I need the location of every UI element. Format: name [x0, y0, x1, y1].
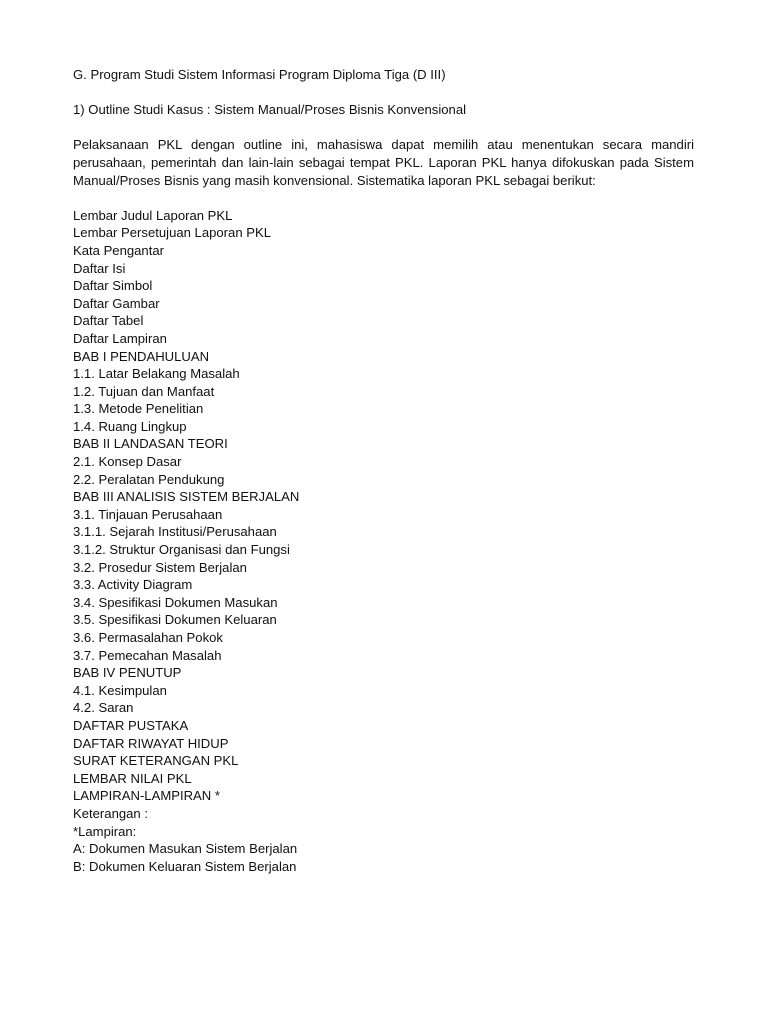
outline-item: 2.2. Peralatan Pendukung [73, 471, 225, 487]
outline-chapter-heading: BAB IV PENUTUP [73, 665, 182, 681]
outline-item: 1.2. Tujuan dan Manfaat [73, 383, 215, 399]
outline-item: Daftar Isi [73, 260, 126, 276]
outline-item: 4.2. Saran [73, 700, 134, 716]
outline-note: Keterangan : [73, 805, 148, 821]
document-subtitle: 1) Outline Studi Kasus : Sistem Manual/Proses Bisnis Konvensional [73, 102, 467, 118]
outline-item: 3.3. Activity Diagram [73, 577, 193, 593]
outline-note: B: Dokumen Keluaran Sistem Berjalan [73, 858, 297, 874]
outline-item: 3.1.1. Sejarah Institusi/Perusahaan [73, 524, 277, 540]
outline-item: Lembar Persetujuan Laporan PKL [73, 225, 271, 241]
document-page [73, 66, 694, 875]
outline-item: DAFTAR RIWAYAT HIDUP [73, 735, 229, 751]
outline-chapter-heading: BAB II LANDASAN TEORI [73, 436, 228, 452]
outline-item: 4.1. Kesimpulan [73, 682, 167, 698]
outline-item: Daftar Lampiran [73, 330, 167, 346]
outline-item: Daftar Tabel [73, 313, 144, 329]
outline-item: 1.3. Metode Penelitian [73, 401, 204, 417]
outline-item: 3.6. Permasalahan Pokok [73, 630, 223, 645]
outline-item: SURAT KETERANGAN PKL [73, 753, 239, 769]
outline-item: DAFTAR PUSTAKA [73, 717, 189, 733]
outline-chapter-heading: BAB III ANALISIS SISTEM BERJALAN [73, 489, 300, 505]
outline-item: 3.7. Pemecahan Masalah [73, 647, 222, 663]
outline-item: LAMPIRAN-LAMPIRAN * [73, 788, 220, 804]
report-outline-list [73, 207, 694, 876]
outline-item: Lembar Judul Laporan PKL [73, 207, 233, 223]
outline-item: Kata Pengantar [73, 242, 164, 258]
outline-item: LEMBAR NILAI PKL [73, 770, 192, 786]
outline-item: 3.5. Spesifikasi Dokumen Keluaran [73, 612, 277, 628]
outline-note: *Lampiran: [73, 823, 137, 839]
outline-item: 3.1. Tinjauan Perusahaan [73, 506, 223, 522]
intro-paragraph: Pelaksanaan PKL dengan outline ini, mahasiswa dapat memilih atau menentukan secara mandiri perusahaan, pemerintah dan lain-lain sebagai tempat PKL. Laporan PKL hanya difokuskan pada Sistem Manual/Proses Bisnis yang masih konvensional. Sistematika laporan PKL sebagai berikut: [73, 137, 694, 188]
outline-item: Daftar Simbol [73, 278, 153, 294]
document-title: G. Program Studi Sistem Informasi Program Diploma Tiga (D III) [73, 67, 446, 82]
outline-item: Daftar Gambar [73, 295, 160, 311]
outline-note: A: Dokumen Masukan Sistem Berjalan [73, 841, 298, 857]
outline-item: 2.1. Konsep Dasar [73, 454, 182, 470]
outline-chapter-heading: BAB I PENDAHULUAN [73, 348, 210, 364]
outline-item: 3.1.2. Struktur Organisasi dan Fungsi [73, 542, 290, 558]
outline-item: 1.4. Ruang Lingkup [73, 418, 187, 434]
outline-item: 3.2. Prosedur Sistem Berjalan [73, 559, 247, 575]
outline-item: 1.1. Latar Belakang Masalah [73, 366, 240, 382]
outline-item: 3.4. Spesifikasi Dokumen Masukan [73, 594, 278, 610]
